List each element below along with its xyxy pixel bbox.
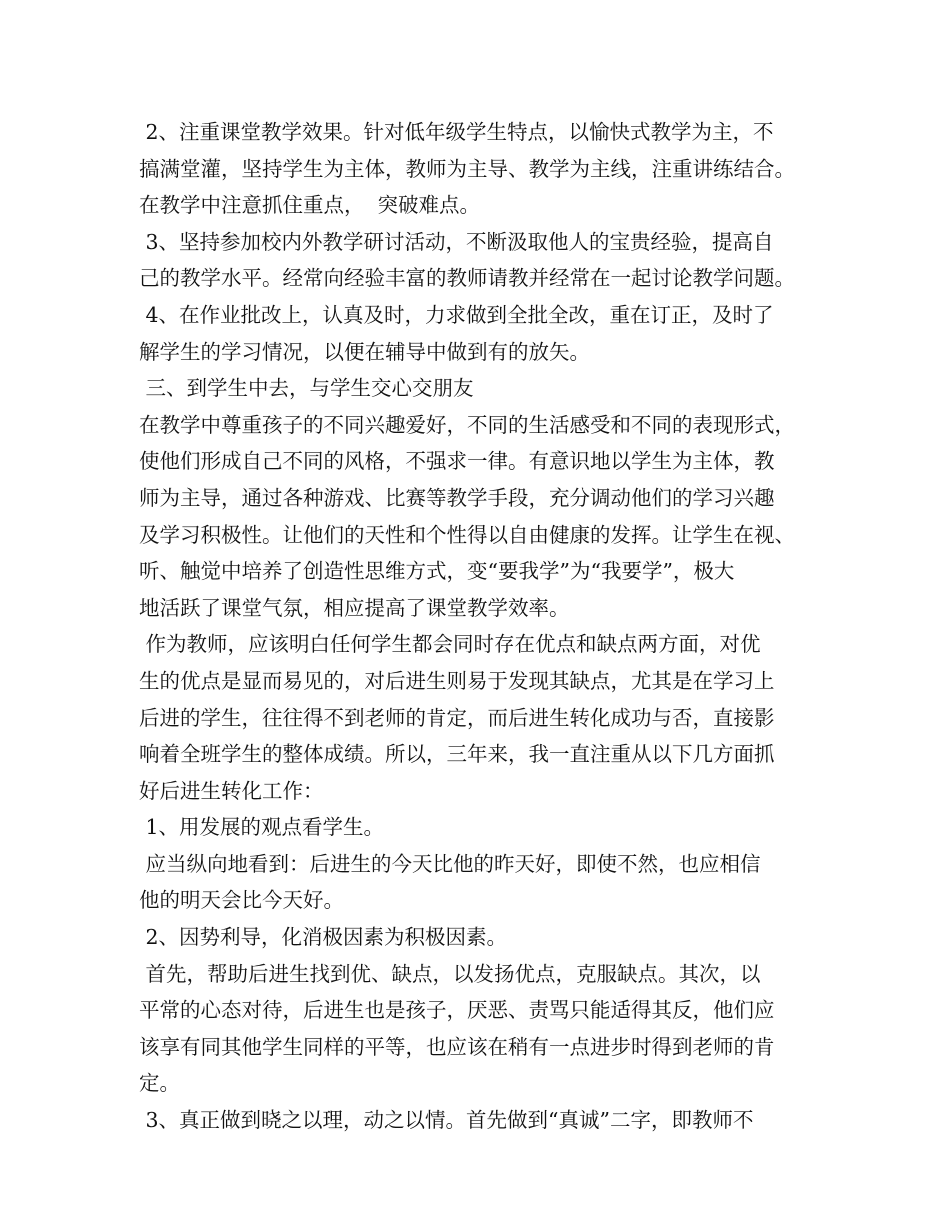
text-line: 应当纵向地看到：后进生的今天比他的昨天好，即使不然，也应相信: [139, 851, 761, 876]
text-line: 4、在作业批改上，认真及时，力求做到全批全改，重在订正，及时了: [139, 302, 774, 327]
text-line: 生的优点是显而易见的，对后进生则易于发现其缺点，尤其是在学习上: [139, 668, 775, 693]
text-line: 使他们形成自己不同的风格，不强求一律。有意识地以学生为主体，教: [139, 449, 775, 474]
text-line: 听、触觉中培养了创造性思维方式，变“要我学”为“我要学”，极大: [139, 559, 735, 584]
text-line: 解学生的学习情况，以便在辅导中做到有的放矢。: [139, 339, 590, 364]
text-line: 在教学中尊重孩子的不同兴趣爱好，不同的生活感受和不同的表现形式，: [139, 412, 795, 437]
text-line: 3、真正做到晓之以理，动之以情。首先做到“真诚”二字，即教师不: [139, 1108, 754, 1133]
body-text: [139, 114, 829, 1139]
text-line: 己的教学水平。经常向经验丰富的教师请教并经常在一起讨论教学问题。: [139, 266, 795, 291]
text-line: 定。: [139, 1071, 180, 1096]
section-heading: 三、到学生中去，与学生交心交朋友: [139, 376, 474, 401]
text-line: 首先，帮助后进生找到优、缺点，以发扬优点，克服缺点。其次，以: [139, 961, 761, 986]
text-line: 1、用发展的观点看学生。: [139, 815, 385, 840]
text-line: 搞满堂灌，坚持学生为主体，教师为主导、教学为主线，注重讲练结合。: [139, 156, 795, 181]
text-line: 在教学中注意抓住重点， 突破难点。: [139, 193, 481, 218]
text-line: 3、坚持参加校内外教学研讨活动，不断汲取他人的宝贵经验，提高自: [139, 229, 774, 254]
text-line: 师为主导，通过各种游戏、比赛等教学手段，充分调动他们的学习兴趣: [139, 485, 775, 510]
text-line: 他的明天会比今天好。: [139, 888, 344, 913]
text-line: 2、注重课堂教学效果。针对低年级学生特点，以愉快式教学为主，不: [139, 120, 774, 144]
text-line: 后进的学生，往往得不到老师的肯定，而后进生转化成功与否，直接影: [139, 705, 775, 730]
text-line: 作为教师，应该明白任何学生都会同时存在优点和缺点两方面，对优: [139, 632, 761, 657]
text-line: 2、因势利导，化消极因素为积极因素。: [139, 925, 508, 950]
text-line: 平常的心态对待，后进生也是孩子，厌恶、责骂只能适得其反，他们应: [139, 998, 775, 1023]
text-line: 及学习积极性。让他们的天性和个性得以自由健康的发挥。让学生在视、: [139, 522, 795, 547]
text-line: 该享有同其他学生同样的平等，也应该在稍有一点进步时得到老师的肯: [139, 1034, 775, 1059]
text-line: 响着全班学生的整体成绩。所以，三年来，我一直注重从以下几方面抓: [139, 742, 775, 767]
text-line: 好后进生转化工作：: [139, 778, 324, 803]
text-line: 地活跃了课堂气氛，相应提高了课堂教学效率。: [139, 595, 570, 620]
